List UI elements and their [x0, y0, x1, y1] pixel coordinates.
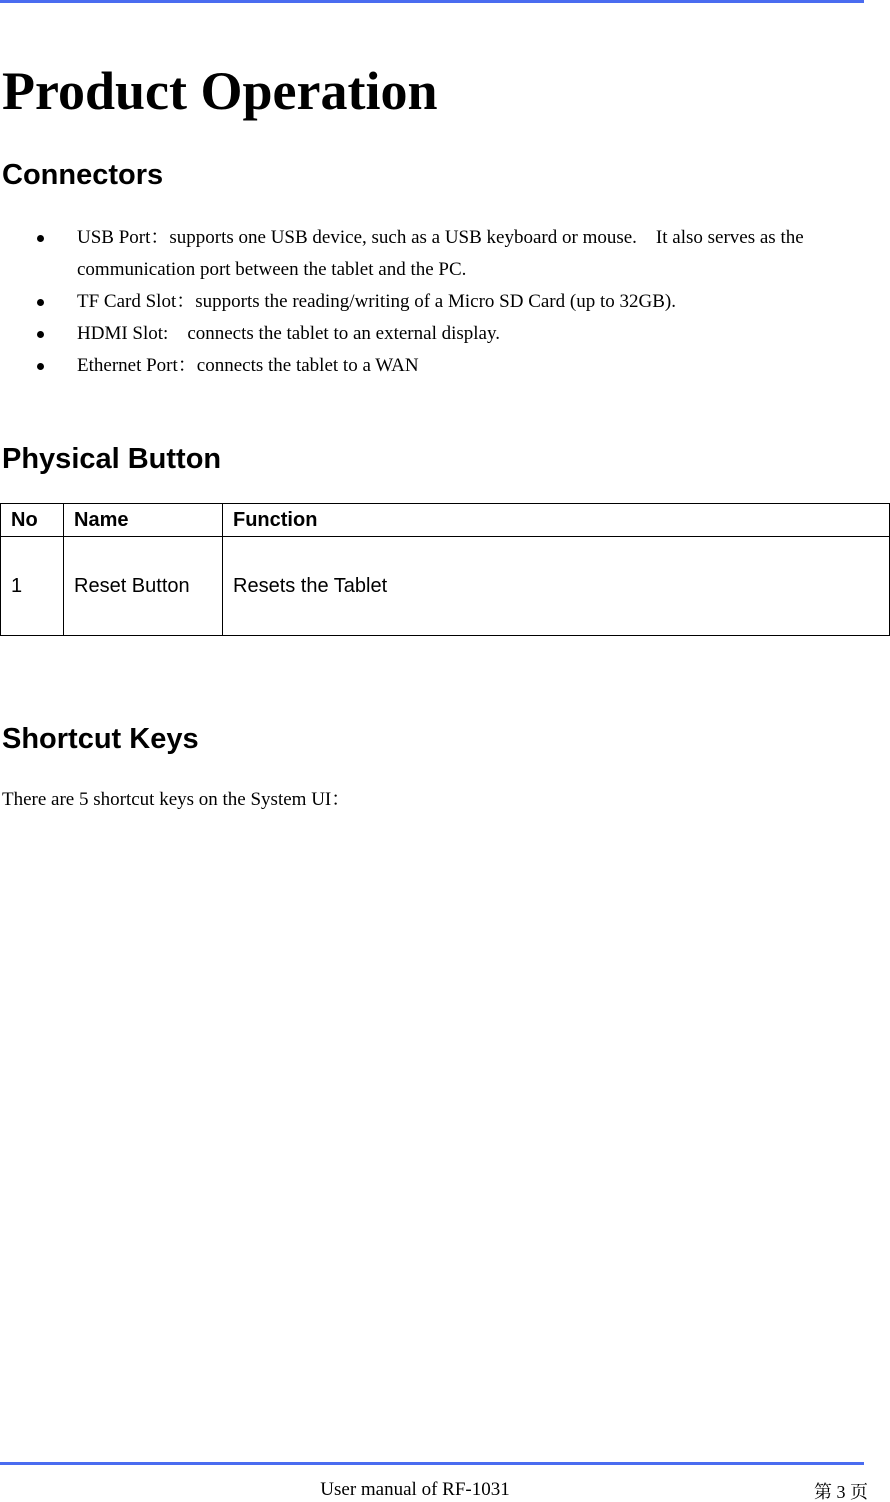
cell-name: Reset Button: [64, 537, 223, 636]
shortcut-keys-heading: Shortcut Keys: [2, 723, 199, 755]
bullet-icon: [37, 299, 44, 306]
footer-rule: [0, 1462, 864, 1465]
header-rule: [0, 0, 864, 3]
list-item: [0, 286, 890, 318]
table-header-row: [1, 504, 890, 537]
list-item: [0, 350, 890, 382]
bullet-icon: [37, 235, 44, 242]
cell-function: Resets the Tablet: [223, 537, 890, 636]
cell-no: 1: [1, 537, 64, 636]
connectors-heading: Connectors: [2, 159, 164, 191]
physical-button-heading: Physical Button: [2, 443, 222, 475]
page-title: Product Operation: [2, 61, 438, 121]
footer-text: User manual of RF-1031: [320, 1479, 510, 1500]
list-item: [0, 318, 890, 350]
column-header-no: No: [1, 504, 64, 537]
connectors-list: [0, 222, 890, 382]
column-header-function: Function: [223, 504, 890, 537]
physical-button-table: [0, 503, 890, 636]
bullet-icon: [37, 363, 44, 370]
bullet-icon: [37, 331, 44, 338]
connector-usb: USB Port：supports one USB device, such as a USB keyboard or mouse. It also serves as the communication port between the tablet and the PC.: [77, 227, 804, 280]
page-number: 第 3 页: [814, 1482, 868, 1502]
connector-hdmi: HDMI Slot: connects the tablet to an external display.: [77, 323, 501, 344]
list-item: [0, 222, 890, 286]
table-row: [1, 537, 890, 636]
column-header-name: Name: [64, 504, 223, 537]
shortcut-keys-text: There are 5 shortcut keys on the System UI：: [2, 789, 351, 810]
connector-ethernet: Ethernet Port：connects the tablet to a WAN: [77, 355, 419, 376]
connector-tf-card: TF Card Slot：supports the reading/writing of a Micro SD Card (up to 32GB).: [77, 291, 676, 312]
